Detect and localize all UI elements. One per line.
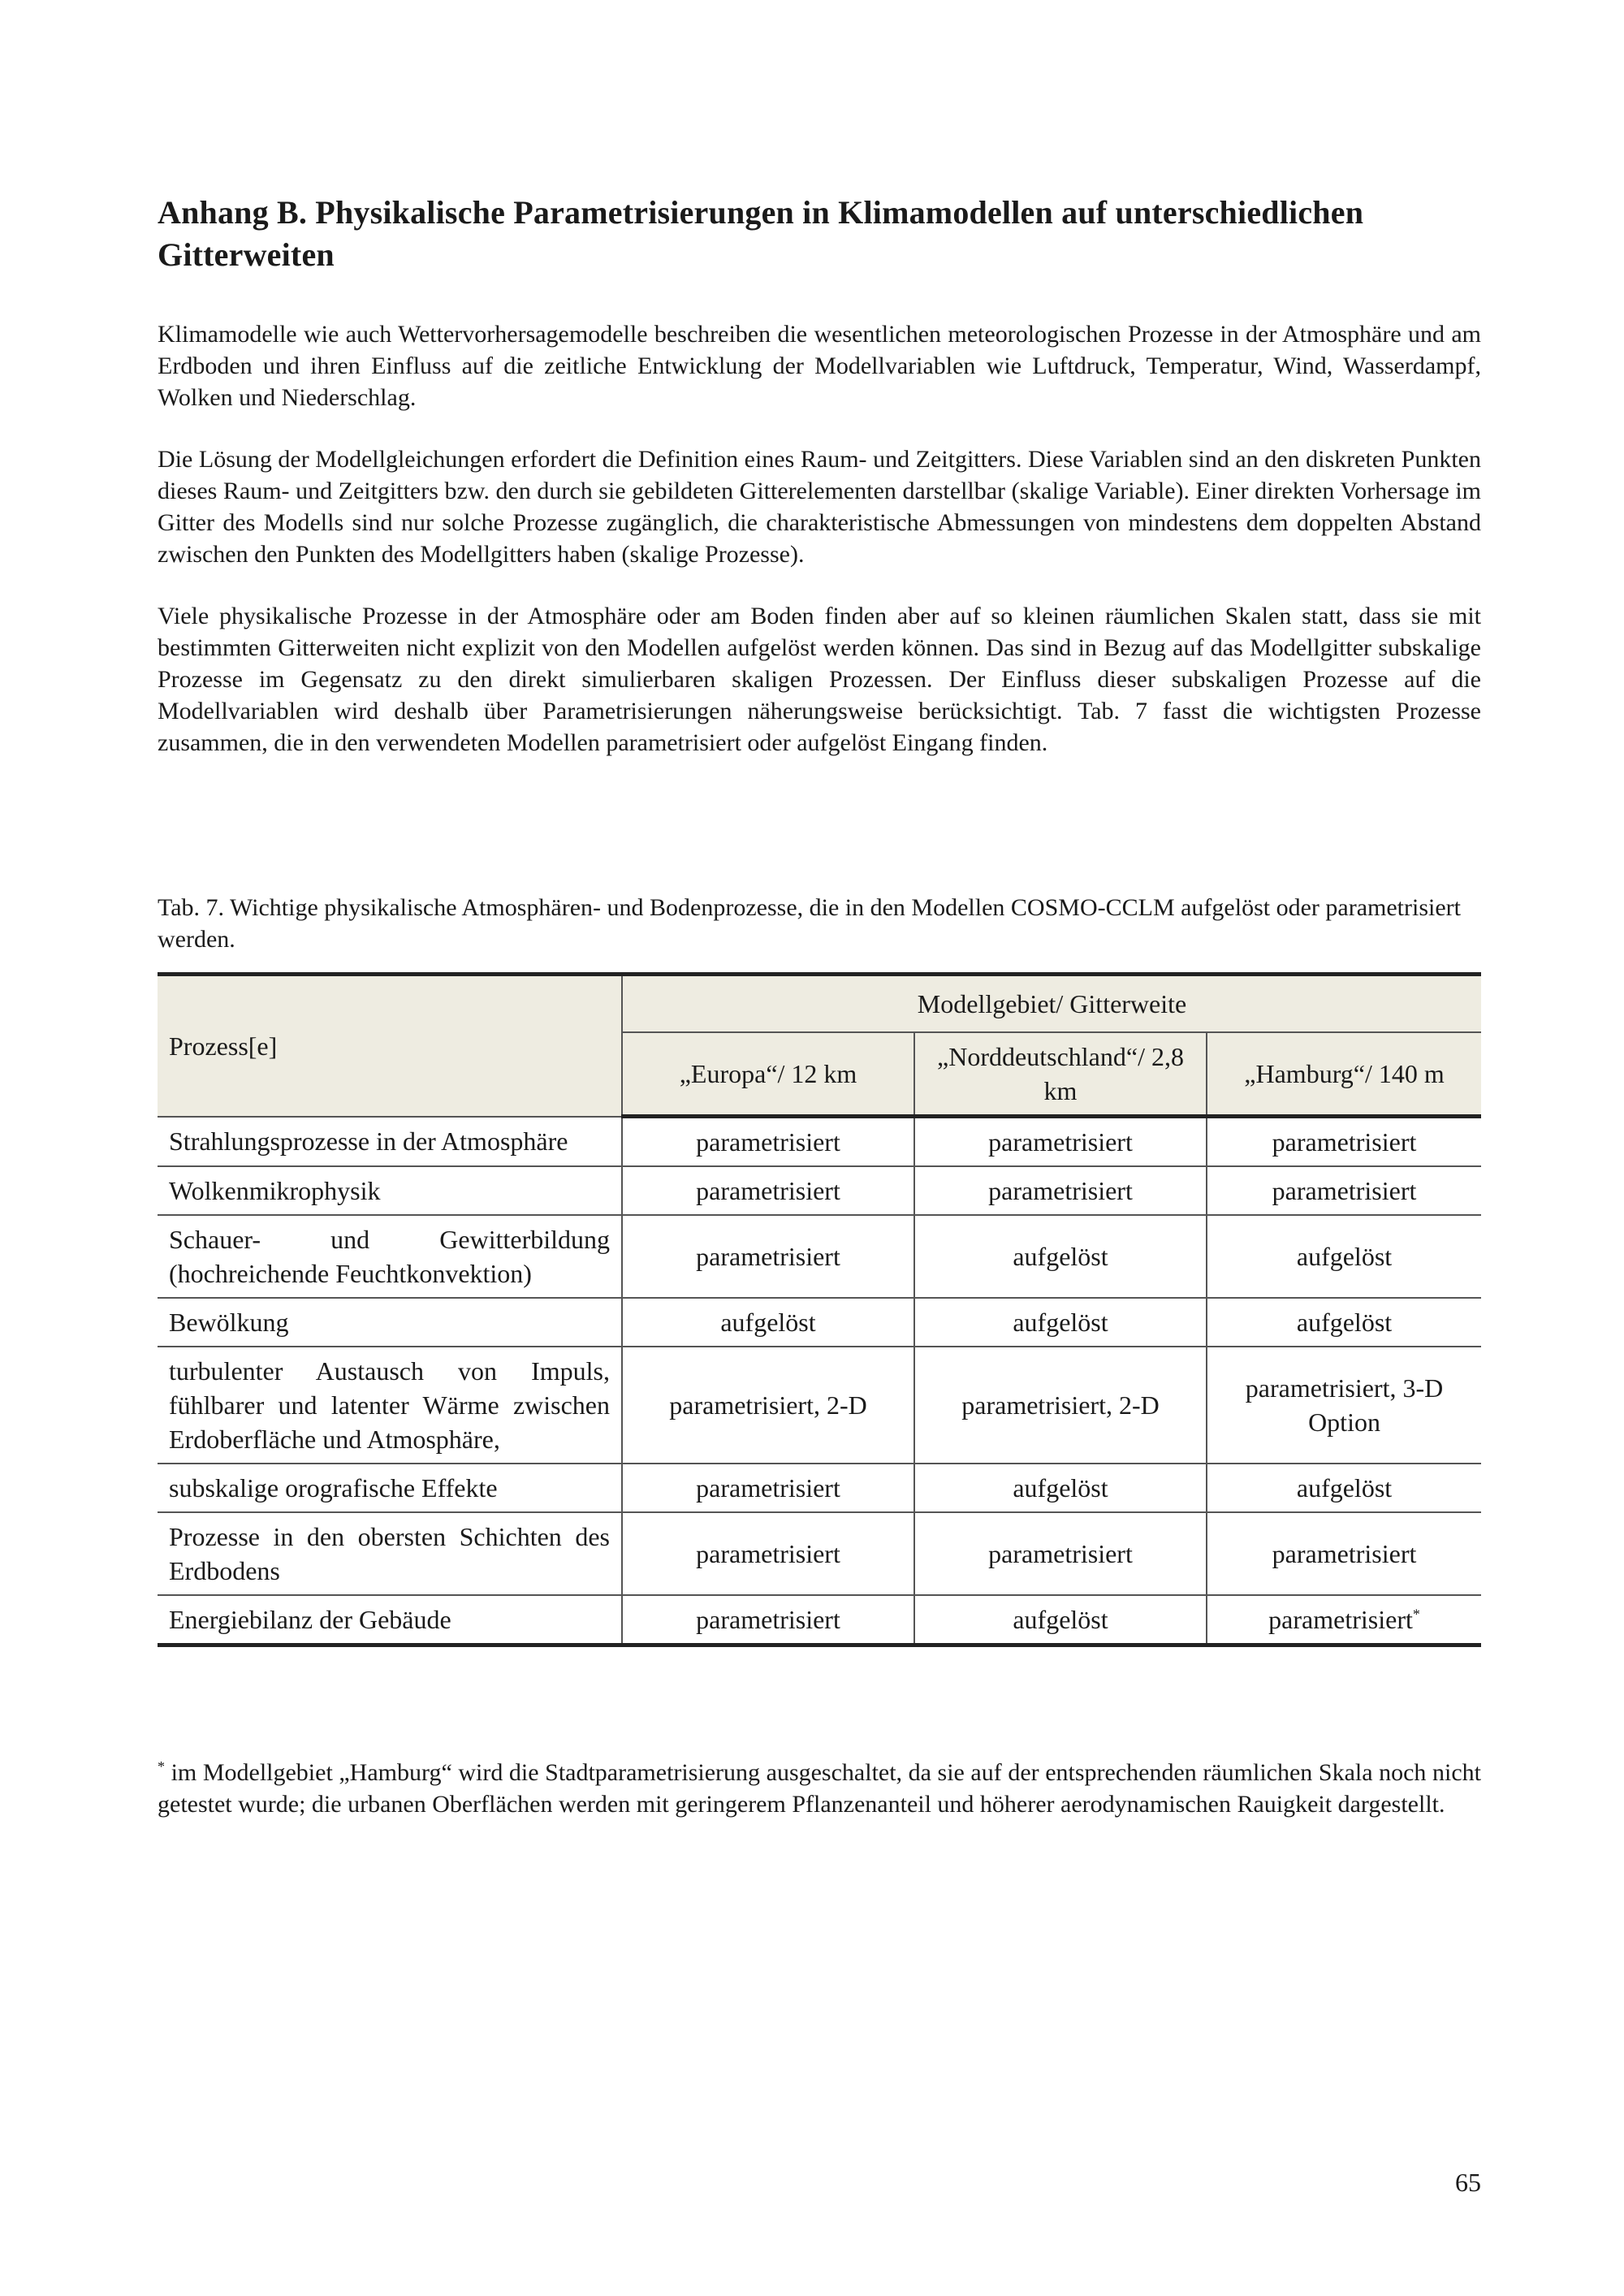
table-row [158,1298,1481,1347]
table-caption: Tab. 7. Wichtige physikalische Atmosphären- und Bodenprozesse, die in den Modellen COSMO-CCLM aufgelöst oder parametrisiert werden. [158,894,1461,953]
process-cell: subskalige orografische Effekte [158,1464,622,1512]
table-row [158,1215,1481,1298]
process-column-header: Prozess[e] [158,975,622,1117]
value-cell: aufgelöst [1207,1215,1481,1298]
value-cell: parametrisiert [622,1464,914,1512]
value-cell: parametrisiert [622,1117,914,1167]
value-cell: aufgelöst [622,1298,914,1347]
value-cell: aufgelöst [1207,1464,1481,1512]
paragraph-2: Die Lösung der Modellgleichungen erfordert die Definition eines Raum- und Zeitgitters. Diese Variablen sind an den diskreten Punkten dieses Raum- und Zeitgitters bzw. den durch sie gebildeten Gitterelementen darstellbar (skalige Variable). Einer direkten Vorhersage im Gitter des Modells sind nur solche Prozesse zugänglich, die charakteristische Abmessungen von mindestens dem doppelten Abstand zwischen den Punkten des Modellgitters haben (skalige Prozesse). [158,446,1481,568]
value-cell: parametrisiert [914,1117,1207,1167]
value-cell: parametrisiert, 3-D Option [1207,1347,1481,1464]
value-cell: aufgelöst [914,1215,1207,1298]
value-cell: parametrisiert [622,1215,914,1298]
footnote-text: im Modellgebiet „Hamburg“ wird die Stadtparametrisierung ausgeschaltet, da sie auf der entsprechenden räumlichen Skala noch nicht getestet wurde; die urbanen Oberflächen werden mit geringerem Pflanzenanteil und höherer aerodynamischen Rauigkeit dargestellt. [158,1759,1481,1818]
table-row [158,1464,1481,1512]
process-cell: Prozesse in den obersten Schichten des Erdbodens [158,1512,622,1595]
process-table [158,972,1481,1647]
value-cell: parametrisiert [622,1512,914,1595]
process-cell: Strahlungsprozesse in der Atmosphäre [158,1117,622,1167]
table-row [158,1166,1481,1215]
table-row [158,1117,1481,1167]
value-cell: parametrisiert [1207,1117,1481,1167]
value-cell: parametrisiert [622,1166,914,1215]
process-cell: Wolkenmikrophysik [158,1166,622,1215]
column-header-hamburg: „Hamburg“/ 140 m [1207,1032,1481,1117]
value-cell: aufgelöst [914,1298,1207,1347]
table-row [158,1595,1481,1645]
value-cell: aufgelöst [914,1464,1207,1512]
column-header-norddeutschland: „Norddeutschland“/ 2,8 km [914,1032,1207,1117]
footnote-marker: * [158,1758,165,1775]
value-cell: parametrisiert, 2-D [622,1347,914,1464]
table-row [158,1512,1481,1595]
value-cell: parametrisiert [622,1595,914,1645]
process-cell: Energiebilanz der Gebäude [158,1595,622,1645]
process-cell: turbulenter Austausch von Impuls, fühlbarer und latenter Wärme zwischen Erdoberfläche und Atmosphäre, [158,1347,622,1464]
value-cell: parametrisiert [1207,1512,1481,1595]
column-header-europa: „Europa“/ 12 km [622,1032,914,1117]
table-row [158,1347,1481,1464]
value-cell: parametrisiert [1207,1166,1481,1215]
process-cell: Schauer- und Gewitterbildung (hochreichende Feuchtkonvektion) [158,1215,622,1298]
paragraph-1: Klimamodelle wie auch Wettervorhersagemodelle beschreiben die wesentlichen meteorologischen Prozesse in der Atmosphäre und am Erdboden und ihren Einfluss auf die zeitliche Entwicklung der Modellvariablen wie Luftdruck, Temperatur, Wind, Wasserdampf, Wolken und Niederschlag. [158,321,1481,411]
value-cell: parametrisiert [914,1166,1207,1215]
model-domain-group-header: Modellgebiet/ Gitterweite [622,975,1481,1033]
table-footnote [158,1757,1481,1820]
page-title: Anhang B. Physikalische Parametrisierungen in Klimamodellen auf unterschiedlichen Gitterweiten [158,194,1364,273]
table-header-row [158,975,1481,1033]
document-body [158,192,1481,789]
footnote-marker: * [1412,1606,1420,1623]
value-text: parametrisiert [1268,1605,1413,1634]
value-cell: aufgelöst [914,1595,1207,1645]
process-cell: Bewölkung [158,1298,622,1347]
value-cell: aufgelöst [1207,1298,1481,1347]
value-cell-with-footnote [1207,1595,1481,1645]
value-cell: parametrisiert, 2-D [914,1347,1207,1464]
page-number: 65 [1455,2168,1481,2197]
paragraph-3: Viele physikalische Prozesse in der Atmosphäre oder am Boden finden aber auf so kleinen räumlichen Skalen statt, dass sie mit bestimmten Gitterweiten nicht explizit von den Modellen aufgelöst werden können. Das sind in Bezug auf das Modellgitter subskalige Prozesse im Gegensatz zu den direkt simulierbaren skaligen Prozessen. Der Einfluss dieser subskaligen Prozesse auf die Modellvariablen wird deshalb über Parametrisierungen näherungsweise berücksichtigt. Tab. 7 fasst die wichtigsten Prozesse zusammen, die in den verwendeten Modellen parametrisiert oder aufgelöst Eingang finden. [158,603,1481,756]
value-cell: parametrisiert [914,1512,1207,1595]
